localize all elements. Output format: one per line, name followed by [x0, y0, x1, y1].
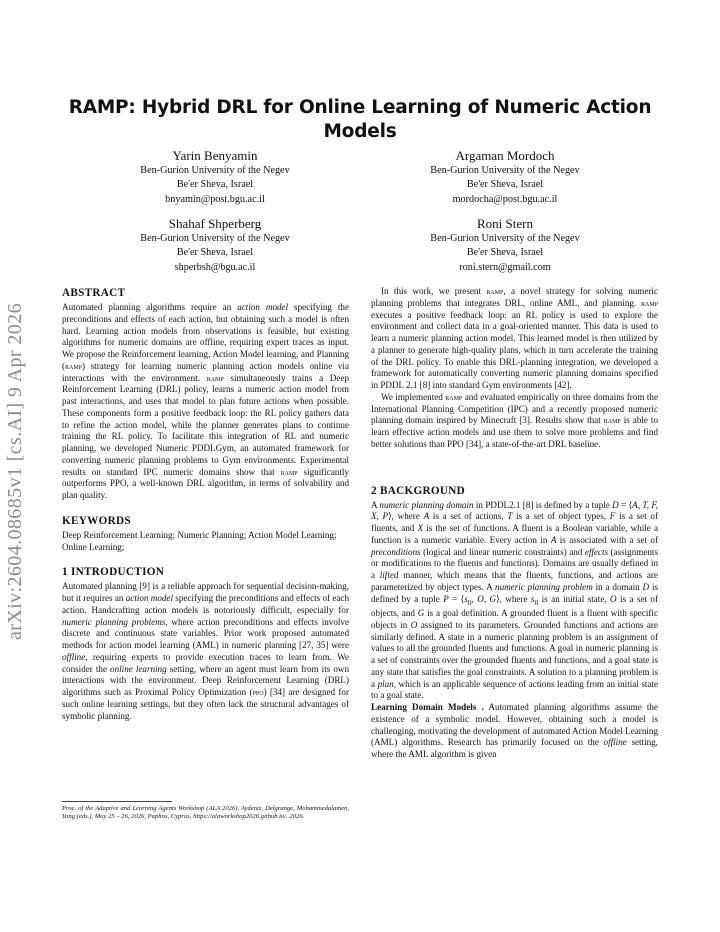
abstract-heading: ABSTRACT [62, 287, 126, 299]
author-name: Yarin Benyamin [172, 148, 258, 163]
author-location: Be'er Sheva, Israel [466, 247, 544, 259]
paper-title: RAMP: Hybrid DRL for Online Learning of Numeric Action Models [68, 97, 652, 142]
left-column [62, 286, 349, 722]
footnote-rule [62, 801, 172, 802]
learning-domain-models-paragraph: Learning Domain Models . Automated planning algorithms assume the existence of a symbolic model. However, obtaining such a model is challenging, motivating the development of automated Action Model Learning (AML) algorithms. Research has primarily focused on the offline setting, where the AML algorithm is given [371, 702, 659, 760]
author-affiliation: Ben-Gurion University of the Negev [140, 233, 290, 244]
background-text: A numeric planning domain in PDDL2.1 [8] is defined by a tuple D = ⟨A, T, F, X, P⟩, where A is a set of actions, T is a set of object types, F is a set of fluents, and X is the set of functions. A fluent is a Boolean variable, while a function is a numeric variable. Every action in A is associated with a set of preconditions (logical and linear numeric constraints) and effects (assignments or modifications to the fluents and functions). Domains are usually defined in a lifted manner, which means that the fluents, functions, and actions are parameterized by object types. A numeric planning problem in a domain D is defined by a tuple $P = ⟨s_0$, O, G⟩, where $s_0$ is an initial state, O is a set of objects, and G is a goal definition. A grounded fluent is a fluent with specific objects in O assigned to its parameters. Grounded functions and actions are similarly defined. A state in a numeric planning problem is an assignment of values to all the grounded fluents and functions. A goal in numeric planning is a set of constraints over the grounded fluents and functions, and a goal state is any state that satisfies the goal constraints. A solution to a planning problem is a plan, which is an applicable sequence of actions leading from an initial state to a goal state. [371, 499, 659, 701]
arxiv-stamp: arXiv:2604.08685v1 [cs.AI] 9 Apr 2026 [4, 303, 26, 640]
author-email: shperbsh@bgu.ac.il [174, 261, 256, 273]
author-block-4 [375, 215, 635, 275]
author-affiliation: Ben-Gurion University of the Negev [140, 165, 290, 176]
author-email: roni.stern@gmail.com [459, 261, 551, 273]
author-location: Be'er Sheva, Israel [466, 179, 544, 191]
author-affiliation: Ben-Gurion University of the Negev [430, 165, 580, 176]
author-email: mordocha@post.bgu.ac.il [452, 193, 558, 205]
author-email: bnyamin@post.bgu.ac.il [165, 193, 265, 205]
background-heading: 2 BACKGROUND [371, 484, 466, 497]
footnote: Proc. of the Adaptive and Learning Agents Workshop (ALA 2026), Aydeniz, Delgrange, Mohammedalamen, Yang (eds.), May 25 – 26, 2026, Paphos, Cyprus, https://alaworkshop2026.github.io/. 2026. [62, 805, 349, 821]
author-affiliation: Ben-Gurion University of the Negev [430, 233, 580, 244]
abstract-text: Automated planning algorithms require an action model specifying the preconditions and effects of each action, but obtaining such a model is often hard. Learning action models from observations is feasible, but existing algorithms for numeric domains are offline, requiring expert traces as input. We propose the Reinforcement learning, Action Model learning, and Planning (ramp) strategy for learning numeric planning action models online via interactions with the environment. ramp simultaneously trains a Deep Reinforcement Learning (DRL) policy, learns a numeric action model from past interactions, and uses that model to plan future actions when possible. These components form a positive feedback loop: the RL policy gathers data to refine the action model, while the planner generates plans to continue training the RL policy. To facilitate this integration of RL and numeric planning, we developed Numeric PDDLGym, an automated framework for converting numeric planning problems to Gym environments. Experimental results on standard IPC numeric domains show that ramp significantly outperforms PPO, a well-known DRL algorithm, in terms of solvability and plan quality. [62, 302, 350, 500]
author-name: Shahaf Shperberg [168, 216, 262, 231]
right-column [371, 286, 658, 761]
author-block-1 [85, 147, 345, 207]
author-name: Roni Stern [477, 216, 533, 231]
author-name: Argaman Mordoch [455, 148, 555, 163]
intro-continued-paragraph-2: We implemented ramp and evaluated empirically on three domains from the International Planning Competition (IPC) and a recently proposed numeric planning domain inspired by Minecraft [3]. Results show that ramp is able to learn effective action models and use them to solve more problems and find better solutions than PPO [34], a state-of-the-art DRL baseline. [371, 391, 659, 449]
keywords-heading: KEYWORDS [62, 514, 131, 527]
introduction-heading: 1 INTRODUCTION [62, 566, 165, 579]
author-location: Be'er Sheva, Israel [176, 179, 254, 191]
author-location: Be'er Sheva, Israel [176, 247, 254, 259]
keywords-text: Deep Reinforcement Learning; Numeric Planning; Action Model Learning; Online Learning; [62, 529, 337, 552]
introduction-text: Automated planning [9] is a reliable approach for sequential decision-making, but it requires an action model specifying the preconditions and effects of each action. Handcrafting action models is notoriously difficult, especially for numeric planning problems, where action preconditions and effects involve discrete and continuous state variables. Prior work proposed automated methods for action model learning (AML) in numeric planning [27, 35] were offline, requiring experts to provide execution traces to learn from. We consider the online learning setting, where an agent must learn from its own interactions with the environment. Deep Reinforcement Learning (DRL) algorithms such as Proximal Policy Optimization (ppo) [34] are designed for such online learning settings, but they often lack the structural advantages of symbolic planning. [62, 581, 349, 721]
author-block-2 [375, 147, 635, 207]
author-block-3 [85, 215, 345, 275]
intro-continued-paragraph-1: In this work, we present ramp, a novel strategy for solving numeric planning problems that integrates DRL, online AML, and planning. ramp executes a positive feedback loop: an RL policy is used to explore the environment and collect data in a goal-oriented manner. This data is used to learn a numeric planning action model. This learned model is then utilized by a planner to generate high-quality plans, which in turn accelerate the training of the DRL policy. To enable this DRL-planning integration, we developed a framework for automatically converting numeric planning domains specified in PDDL 2.1 [8] into standard Gym environments [42]. [371, 286, 658, 390]
